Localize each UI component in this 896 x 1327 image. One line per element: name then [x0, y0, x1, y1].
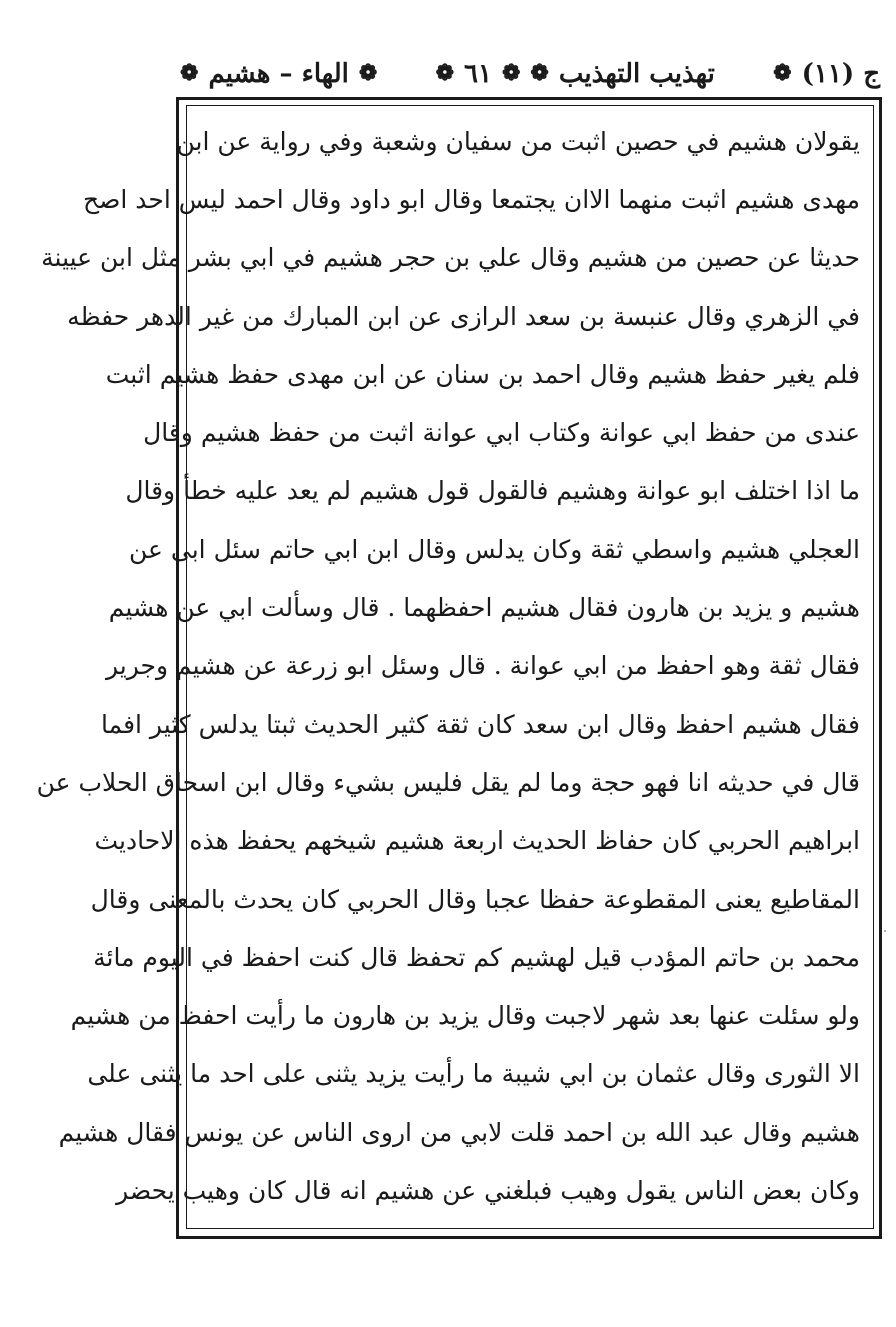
text-line: عندى من حفظ ابي عوانة وكتاب ابي عوانة اثبت من حفظ هشيم وقال [143, 418, 860, 448]
text-line: هشيم و يزيد بن هارون فقال هشيم احفظهما . قال وسألت ابي عن هشيم [108, 593, 860, 623]
ornament-icon: ❁ [530, 60, 549, 86]
volume-label: ج (١١) [801, 59, 880, 89]
ornament-icon: ❁ [435, 60, 455, 86]
text-line: العجلي هشيم واسطي ثقة وكان يدلس وقال ابن ابي حاتم سئل ابى عن [128, 534, 860, 564]
header-section [180, 59, 377, 89]
margin-speck [884, 930, 886, 932]
book-title: تهذيب التهذيب [558, 59, 715, 89]
header-volume [773, 59, 880, 89]
page-number: ٦١ [464, 59, 492, 89]
text-line: فقال هشيم احفظ وقال ابن سعد كان ثقة كثير الحديث ثبتا يدلس كثير افما [101, 709, 860, 739]
text-line: الا الثورى وقال عثمان بن ابي شيبة ما رأيت يزيد يثنى على احد ما يثنى على [87, 1059, 860, 1089]
text-line: محمد بن حاتم المؤدب قيل لهشيم كم تحفظ قال كنت احفظ في اليوم مائة [93, 942, 860, 972]
text-line: فلم يغير حفظ هشيم وقال احمد بن سنان عن ابن مهدى حفظ هشيم اثبت [105, 359, 860, 389]
text-line: ولو سئلت عنها بعد شهر لاجبت وقال يزيد بن هارون ما رأيت احفظ من هشيم [70, 1001, 860, 1031]
ornament-icon: ❁ [501, 60, 521, 86]
section-label: الهاء – هشيم [208, 59, 349, 89]
running-header [180, 52, 880, 96]
text-line: وكان بعض الناس يقول وهيب فبلغني عن هشيم انه قال كان وهيب يحضر [116, 1175, 860, 1205]
header-title-group [436, 59, 715, 89]
text-line: فقال ثقة وهو احفظ من ابي عوانة . قال وسئل ابو زرعة عن هشيم وجرير [105, 651, 860, 681]
text-line: المقاطيع يعنى المقطوعة حفظا عجبا وقال الحربي كان يحدث بالمعنى وقال [90, 884, 860, 914]
text-line: قال في حديثه انا فهو حجة وما لم يقل فليس بشيء وقال ابن اسحاق الحلاب عن [36, 767, 860, 797]
ornament-icon: ❁ [358, 60, 378, 86]
text-line: مهدى هشيم اثبت منهما الاان يجتمعا وقال ابو داود وقال احمد ليس احد اصح [83, 184, 860, 214]
text-line: هشيم وقال عبد الله بن احمد قلت لابي من اروى الناس عن يونس فقال هشيم [58, 1117, 860, 1147]
text-line: ما اذا اختلف ابو عوانة وهشيم فالقول قول هشيم لم يعد عليه خطأ وقال [125, 476, 860, 506]
text-line: يقولان هشيم في حصين اثبت من سفيان وشعبة وفي رواية عن ابن [176, 126, 860, 156]
body-text [36, 112, 870, 1224]
ornament-icon: ❁ [773, 60, 792, 86]
text-line: حديثا عن حصين من هشيم وقال علي بن حجر هشيم في ابي بشر مثل ابن عيينة [41, 243, 860, 273]
ornament-icon: ❁ [180, 60, 199, 86]
text-line: ابراهيم الحربي كان حفاظ الحديث اربعة هشيم شيخهم يحفظ هذه الاحاديث [94, 826, 860, 856]
text-line: في الزهري وقال عنبسة بن سعد الرازى عن ابن المبارك من غير الدهر حفظه [67, 301, 860, 331]
